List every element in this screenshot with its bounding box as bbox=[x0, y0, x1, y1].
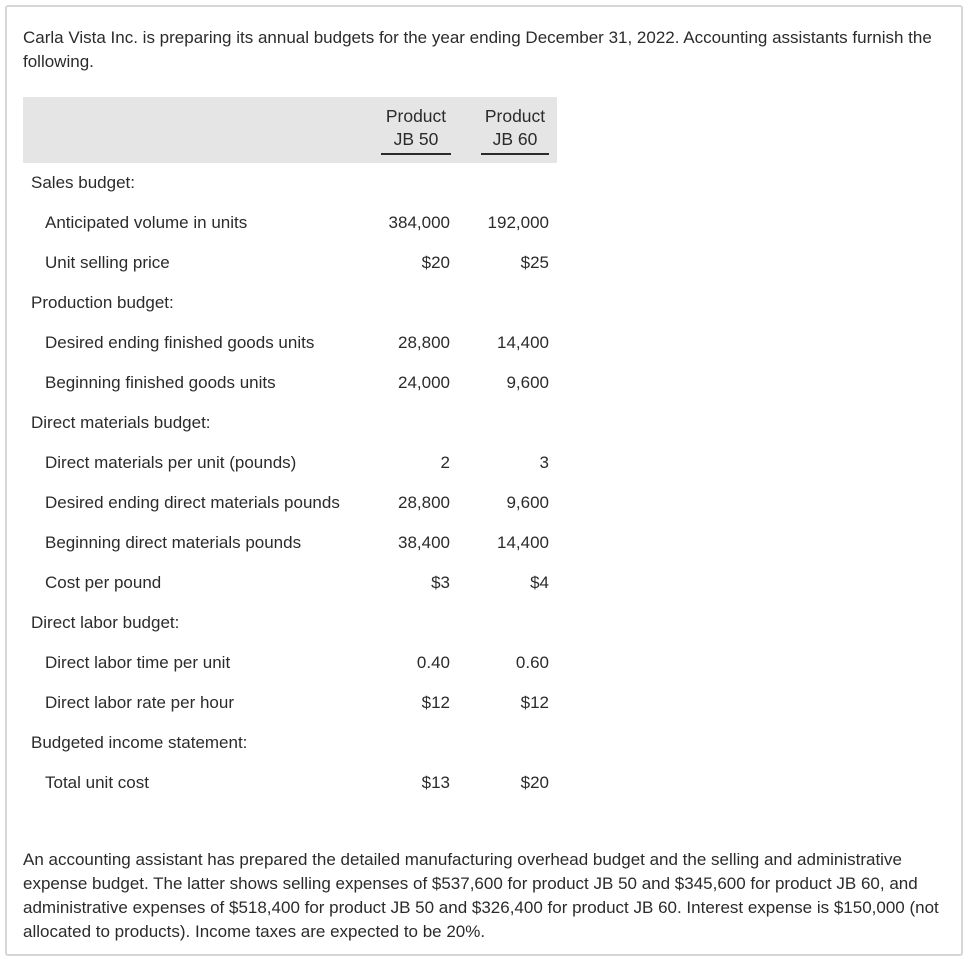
value-jb60: 9,600 bbox=[506, 493, 549, 512]
section-label: Sales budget: bbox=[31, 173, 135, 192]
row-label: Beginning direct materials pounds bbox=[45, 533, 302, 552]
table-section-row bbox=[0, 611, 978, 635]
table-row bbox=[0, 451, 978, 475]
table-row bbox=[0, 331, 978, 355]
row-label: Direct labor time per unit bbox=[45, 653, 231, 672]
row-label: Direct materials per unit (pounds) bbox=[45, 453, 297, 472]
table-section-row bbox=[0, 411, 978, 435]
value-jb50: $12 bbox=[421, 693, 450, 712]
value-jb60: $12 bbox=[520, 693, 549, 712]
table-header-band bbox=[23, 97, 557, 163]
intro-paragraph: Carla Vista Inc. is preparing its annual budgets for the year ending December 31, 2022. Accounting assistants furnish the following. bbox=[23, 28, 932, 71]
column-header-line2: JB 60 bbox=[492, 129, 538, 149]
table-row bbox=[0, 771, 978, 795]
column-header-line2: JB 50 bbox=[393, 129, 439, 149]
table-row bbox=[0, 651, 978, 675]
table-row bbox=[0, 491, 978, 515]
value-jb60: 9,600 bbox=[506, 373, 549, 392]
table-row bbox=[0, 251, 978, 275]
value-jb50: 28,800 bbox=[398, 333, 450, 352]
value-jb50: $3 bbox=[431, 573, 450, 592]
table-section-row bbox=[0, 291, 978, 315]
value-jb60: 192,000 bbox=[487, 213, 549, 232]
value-jb50: 24,000 bbox=[398, 373, 450, 392]
value-jb50: 28,800 bbox=[398, 493, 450, 512]
value-jb50: 2 bbox=[440, 453, 450, 472]
row-label: Direct labor rate per hour bbox=[45, 693, 234, 712]
table-row bbox=[0, 531, 978, 555]
table-section-row bbox=[0, 171, 978, 195]
table-row bbox=[0, 211, 978, 235]
value-jb50: 384,000 bbox=[388, 213, 450, 232]
row-label: Desired ending direct materials pounds bbox=[45, 493, 340, 512]
value-jb60: 3 bbox=[539, 453, 549, 472]
column-header-jb60 bbox=[481, 105, 549, 155]
value-jb60: $25 bbox=[520, 253, 549, 272]
value-jb60: 0.60 bbox=[515, 653, 549, 672]
outro-paragraph: An accounting assistant has prepared the detailed manufacturing overhead budget and the selling and administrative expense budget. The latter shows selling expenses of $537,600 for product JB 50 and $345,600 for product JB 60, and administrative expenses of $518,400 for product JB 50 and $326,400 for product JB 60. Interest expense is $150,000 (not allocated to products). Income taxes are expected to be 20%. bbox=[23, 850, 939, 941]
table-row bbox=[0, 691, 978, 715]
value-jb50: 38,400 bbox=[398, 533, 450, 552]
row-label: Cost per pound bbox=[45, 573, 162, 592]
value-jb60: $20 bbox=[520, 773, 549, 792]
column-header-jb50 bbox=[381, 105, 451, 155]
table-row bbox=[0, 571, 978, 595]
value-jb60: 14,400 bbox=[497, 333, 549, 352]
row-label: Unit selling price bbox=[45, 253, 170, 272]
value-jb50: $20 bbox=[421, 253, 450, 272]
value-jb60: 14,400 bbox=[497, 533, 549, 552]
column-header-line1: Product bbox=[385, 106, 447, 126]
row-label: Total unit cost bbox=[45, 773, 149, 792]
row-label: Beginning finished goods units bbox=[45, 373, 276, 392]
section-label: Budgeted income statement: bbox=[31, 733, 248, 752]
value-jb60: $4 bbox=[530, 573, 549, 592]
section-label: Direct labor budget: bbox=[31, 613, 180, 632]
section-label: Production budget: bbox=[31, 293, 174, 312]
row-label: Anticipated volume in units bbox=[45, 213, 248, 232]
column-header-line1: Product bbox=[484, 106, 546, 126]
section-label: Direct materials budget: bbox=[31, 413, 211, 432]
table-section-row bbox=[0, 731, 978, 755]
value-jb50: 0.40 bbox=[416, 653, 450, 672]
table-row bbox=[0, 371, 978, 395]
row-label: Desired ending finished goods units bbox=[45, 333, 315, 352]
value-jb50: $13 bbox=[421, 773, 450, 792]
